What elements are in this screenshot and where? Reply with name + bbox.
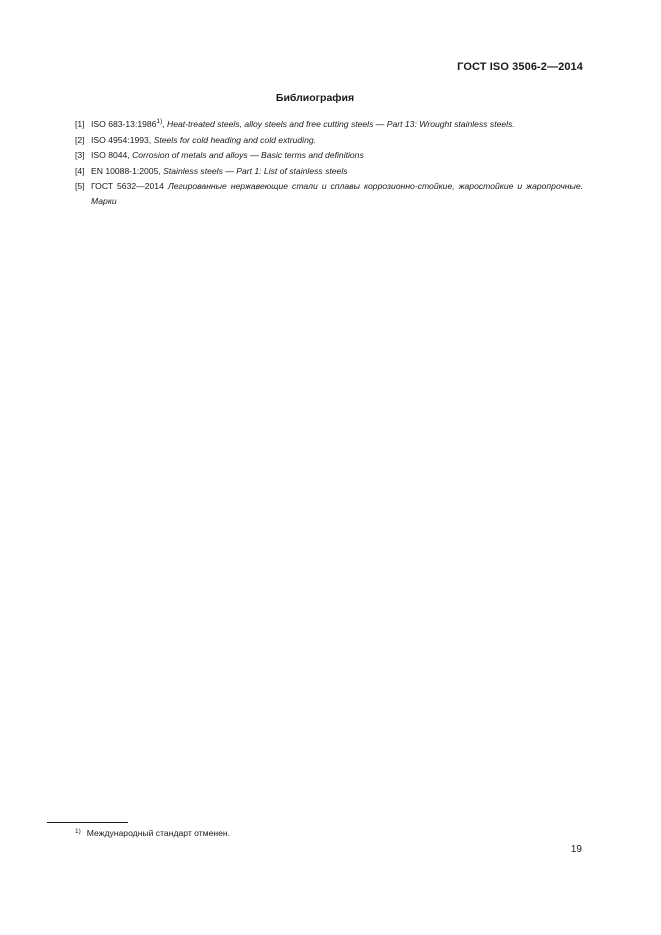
bibliography-number: [5] (75, 181, 85, 191)
bibliography-item (75, 148, 583, 164)
bibliography-item (75, 133, 583, 149)
section-title: Библиография (275, 92, 355, 104)
reference-title: Heat-treated steels, alloy steels and free cutting steels — Part 13: Wrought stainless steels. (167, 119, 515, 129)
bibliography-item (75, 117, 583, 133)
footnote-text: Международный стандарт отменен. (86, 828, 231, 838)
separator: , (148, 134, 154, 145)
reference-code: ГОСТ 5632—2014 (91, 181, 164, 191)
footnote-divider (47, 822, 128, 823)
reference-code: ISO 4954:1993 (91, 134, 149, 145)
page-number: 19 (570, 844, 582, 855)
reference-title: Steels for cold heading and cold extruding. (153, 134, 317, 145)
footnote-marker: 1) (156, 118, 163, 125)
separator: , (162, 119, 168, 129)
bibliography-number: [1] (75, 119, 85, 129)
bibliography-list (75, 117, 583, 208)
bibliography-number: [3] (75, 150, 85, 160)
bibliography-item (75, 164, 583, 180)
footnote-marker: 1) (75, 828, 81, 835)
bibliography-number: [4] (75, 165, 85, 176)
bibliography-item (75, 179, 583, 208)
separator: , (158, 165, 164, 176)
reference-title: Stainless steels — Part 1: List of stainless steels (163, 165, 348, 176)
reference-code: EN 10088-1:2005 (91, 165, 159, 176)
separator: , (127, 150, 133, 160)
document-code-header: ГОСТ ISO 3506-2—2014 (457, 61, 583, 73)
footnote (75, 828, 230, 838)
bibliography-number: [2] (75, 134, 85, 145)
reference-code: ISO 8044 (91, 150, 128, 160)
reference-title: Corrosion of metals and alloys — Basic terms and definitions (132, 150, 364, 160)
reference-code: ISO 683-13:1986 (91, 119, 157, 129)
reference-title: Легированные нержавеющие стали и сплавы коррозионно-стойкие, жаростойкие и жаропрочные. Марки (91, 181, 584, 206)
